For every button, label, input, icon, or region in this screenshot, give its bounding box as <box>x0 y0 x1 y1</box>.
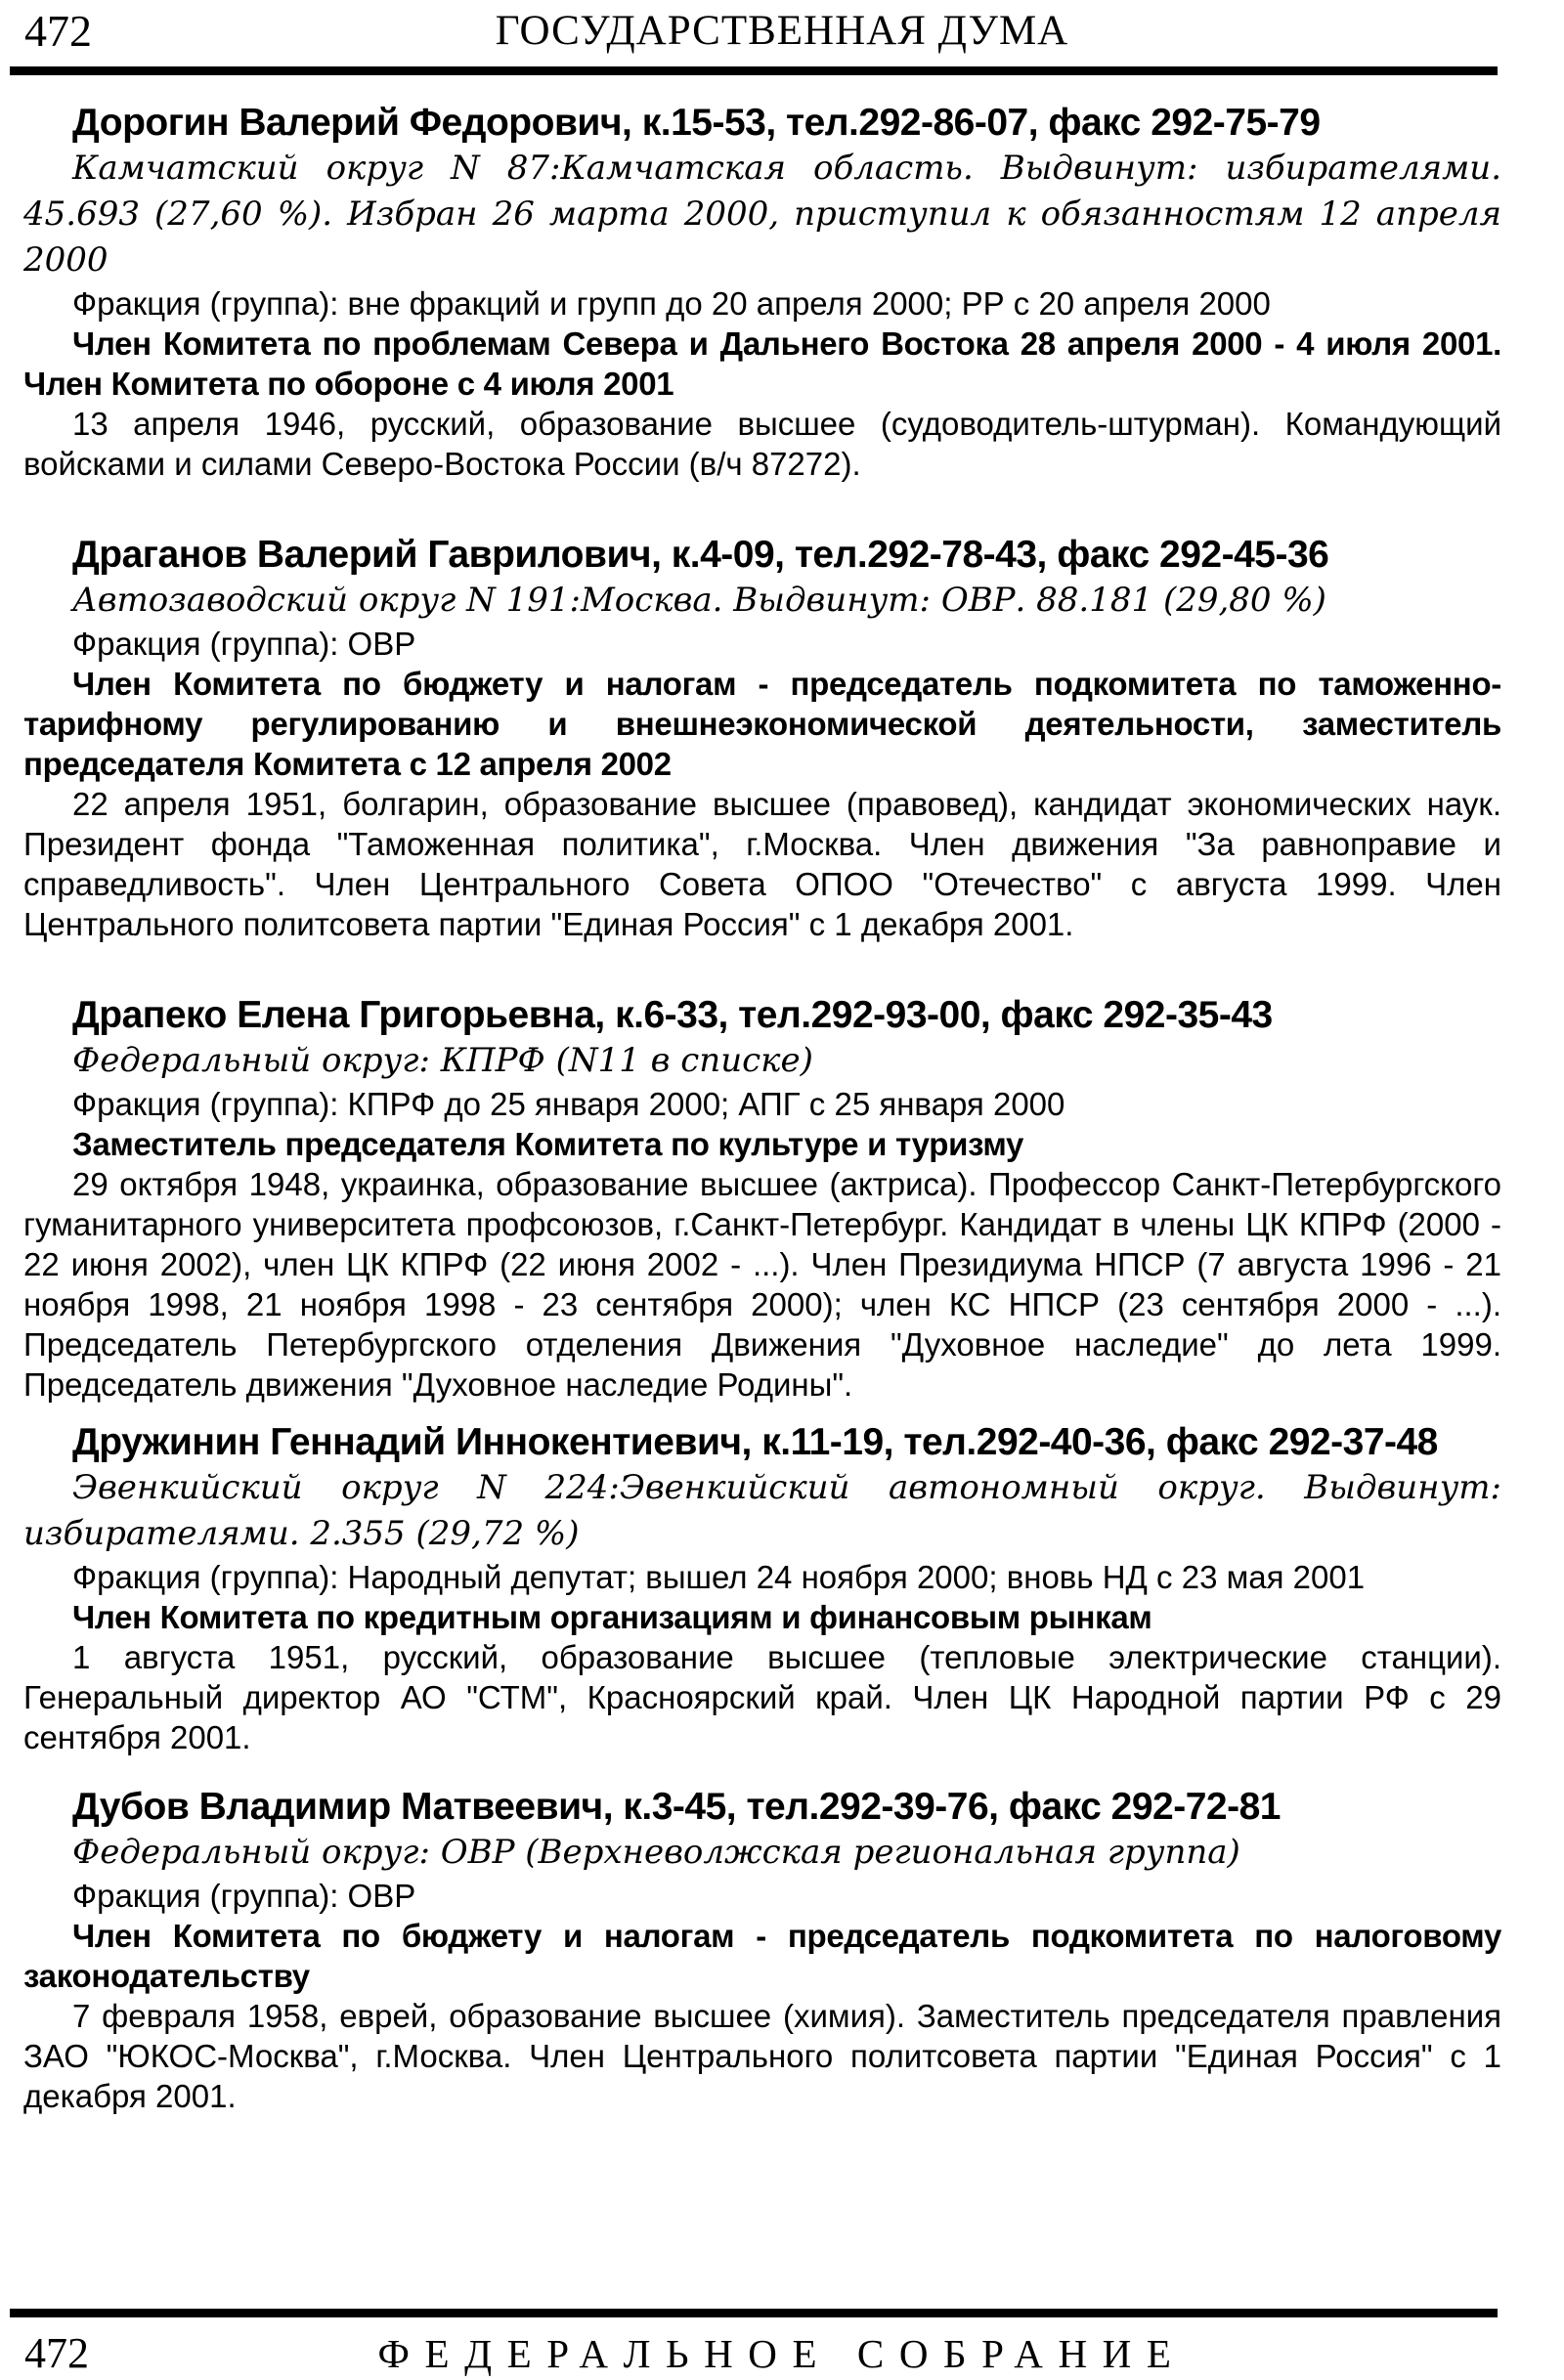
district-line: Федеральный округ: ОВР (Верхневолжская региональная группа) <box>72 1833 1240 1872</box>
fraction-line: Фракция (группа): вне фракций и групп до 20 апреля 2000; РР с 20 апреля 2000 <box>72 285 1271 322</box>
deputy-name-line: Драпеко Елена Григорьевна, к.6-33, тел.292-93-00, факс 292-35-43 <box>72 994 1273 1036</box>
deputy-name-line: Дружинин Геннадий Иннокентиевич, к.11-19, тел.292-40-36, факс 292-37-48 <box>72 1421 1438 1463</box>
page-footer <box>0 2303 1564 2380</box>
deputy-entry-dorogin <box>23 101 1501 484</box>
fraction-line: Фракция (группа): ОВР <box>72 1878 416 1914</box>
bio-paragraph: 22 апреля 1951, болгарин, образование высшее (правовед), кандидат экономических наук. Президент фонда "Таможенная политика", г.Москва. Член движения "За равноправие и справедливость". Член Центрального Совета ОПОО "Отечество" с августа 1999. Член Центрального политсовета партии "Единая Россия" с 1 декабря 2001. <box>23 786 1501 942</box>
header-row <box>0 4 1564 61</box>
deputy-entry-druzhinin <box>23 1420 1501 1757</box>
bio-paragraph: 7 февраля 1958, еврей, образование высшее (химия). Заместитель председателя правления ЗАО "ЮКОС-Москва", г.Москва. Член Центрального политсовета партии "Единая Россия" с 1 декабря 2001. <box>23 1998 1501 2114</box>
bio-paragraph: 29 октября 1948, украинка, образование высшее (актриса). Профессор Санкт-Петербургского гуманитарного университета профсоюзов, г.Санкт-Петербург. Кандидат в члены ЦК КПРФ (2000 - 22 июня 2002), член ЦК КПРФ (22 июня 2002 - ...). Член Президиума НПСР (7 августа 1996 - 21 ноября 1998, 21 ноября 1998 - 23 сентября 2000); член КС НПСР (23 сентября 2000 - ...). Председатель Петербургского отделения Движения "Духовное наследие" до лета 1999. Председатель движения "Духовное наследие Родины". <box>23 1166 1501 1403</box>
deputy-entry-draganov <box>23 533 1501 944</box>
committee-line: Заместитель председателя Комитета по культуре и туризму <box>72 1126 1024 1162</box>
district-line: Камчатский округ N 87:Камчатская область. Выдвинут: избирателями. 45.693 (27,60 %). Избран 26 марта 2000, приступил к обязанностям 12 апреля 2000 <box>23 149 1501 280</box>
header-rule <box>10 66 1498 75</box>
footer-row <box>0 2329 1564 2380</box>
deputy-entries-list <box>23 101 1501 2116</box>
footer-page-number: 472 <box>24 2329 89 2377</box>
footer-title: ФЕДЕРАЛЬНОЕ СОБРАНИЕ <box>377 2331 1187 2376</box>
committee-line: Член Комитета по бюджету и налогам - председатель подкомитета по таможенно-тарифному регулированию и внешнеэкономической деятельности, заместитель председателя Комитета с 12 апреля 2002 <box>23 666 1501 782</box>
deputy-entry-drapeko <box>23 993 1501 1405</box>
header-page-number: 472 <box>24 6 92 56</box>
fraction-line: Фракция (группа): ОВР <box>72 626 416 662</box>
district-line: Автозаводский округ N 191:Москва. Выдвинут: ОВР. 88.181 (29,80 %) <box>72 581 1326 620</box>
fraction-line: Фракция (группа): КПРФ до 25 января 2000; АПГ с 25 января 2000 <box>72 1086 1065 1122</box>
deputy-entry-dubov <box>23 1785 1501 2116</box>
deputy-name-line: Драганов Валерий Гаврилович, к.4-09, тел.292-78-43, факс 292-45-36 <box>72 534 1329 576</box>
district-line: Федеральный округ: КПРФ (N11 в списке) <box>72 1041 813 1080</box>
footer-rule <box>10 2309 1498 2317</box>
fraction-line: Фракция (группа): Народный депутат; вышел 24 ноября 2000; вновь НД с 23 мая 2001 <box>72 1559 1366 1595</box>
header-title: ГОСУДАРСТВЕННАЯ ДУМА <box>495 8 1069 54</box>
bio-paragraph: 1 августа 1951, русский, образование высшее (тепловые электрические станции). Генеральный директор АО "СТМ", Красноярский край. Член ЦК Народной партии РФ с 29 сентября 2001. <box>23 1639 1501 1755</box>
committee-line: Член Комитета по бюджету и налогам - председатель подкомитета по налоговому законодательству <box>23 1918 1501 1994</box>
committee-line: Член Комитета по проблемам Севера и Дальнего Востока 28 апреля 2000 - 4 июля 2001. Член Комитета по обороне с 4 июля 2001 <box>23 325 1501 402</box>
deputy-name-line: Дорогин Валерий Федорович, к.15-53, тел.292-86-07, факс 292-75-79 <box>72 102 1321 144</box>
bio-paragraph: 13 апреля 1946, русский, образование высшее (судоводитель-штурман). Командующий войсками и силами Северо-Востока России (в/ч 87272). <box>23 406 1501 482</box>
committee-line: Член Комитета по кредитным организациям и финансовым рынкам <box>72 1599 1152 1635</box>
deputy-name-line: Дубов Владимир Матвеевич, к.3-45, тел.292-39-76, факс 292-72-81 <box>72 1786 1281 1828</box>
page-header <box>0 4 1564 75</box>
district-line: Эвенкийский округ N 224:Эвенкийский автономный округ. Выдвинут: избирателями. 2.355 (29,72 %) <box>23 1468 1501 1553</box>
